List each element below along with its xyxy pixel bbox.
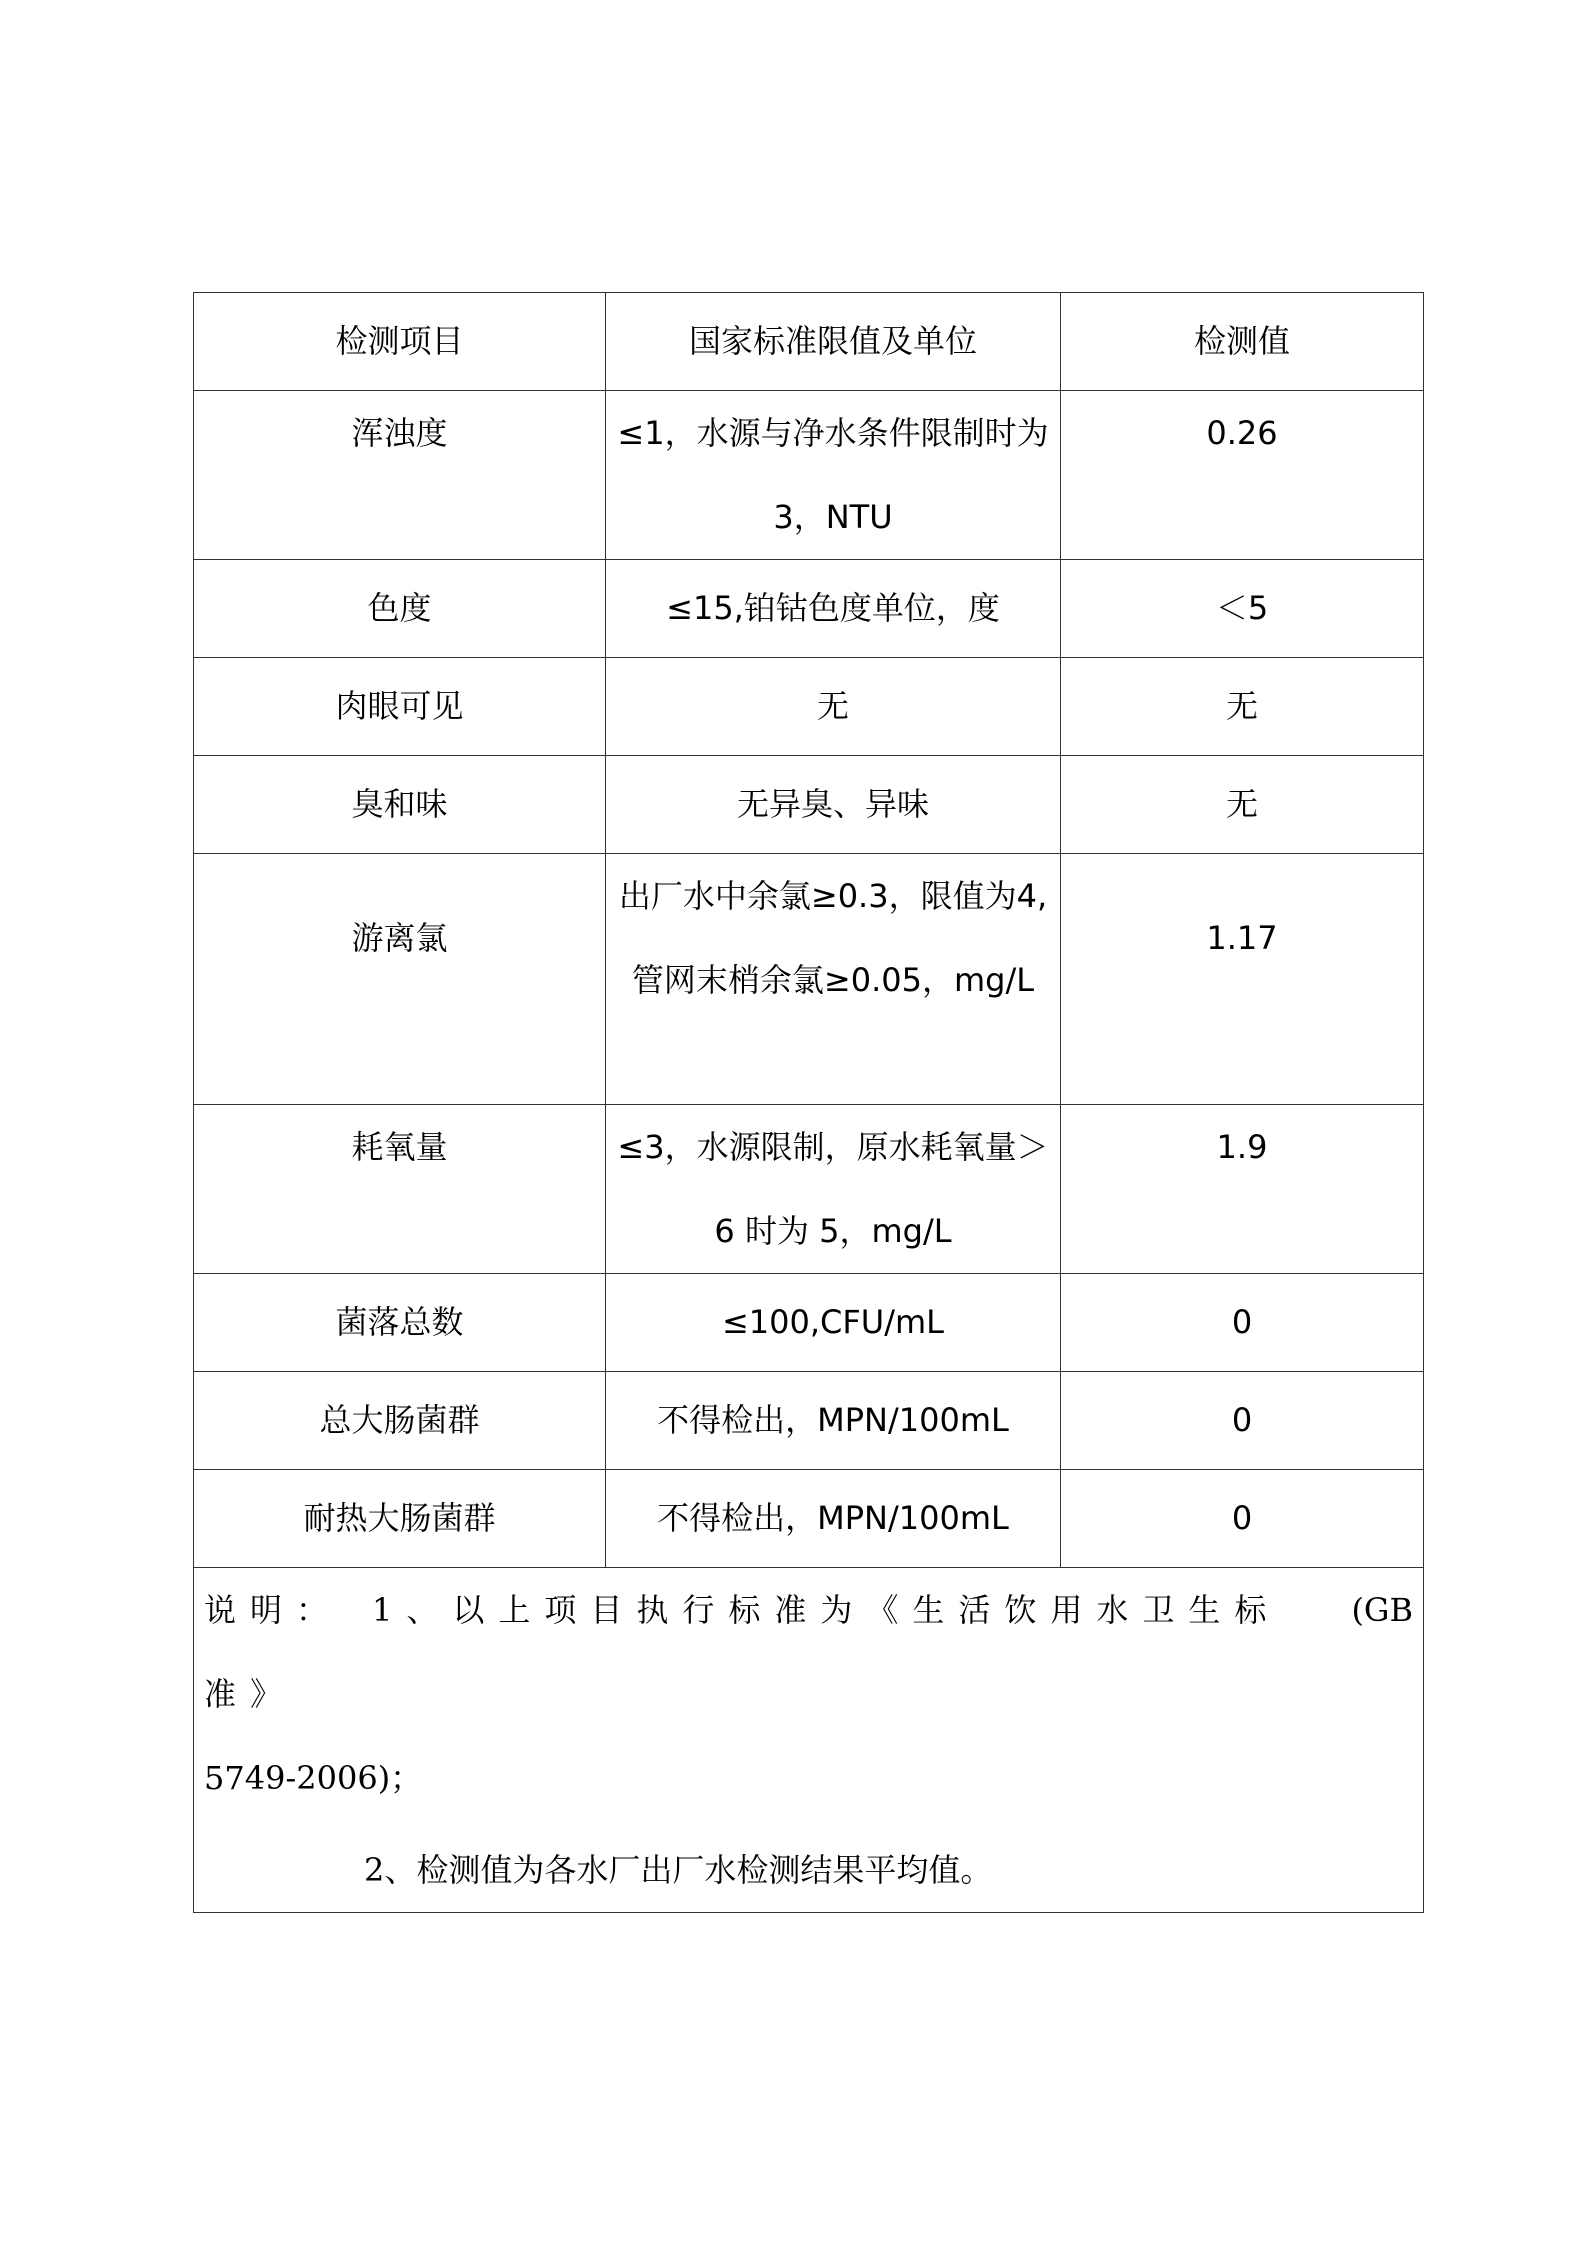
item-cell: 菌落总数 xyxy=(194,1274,606,1372)
value-cell: 1.9 xyxy=(1061,1105,1424,1274)
standard-cell: 无 xyxy=(606,658,1061,756)
standard-cell: ≤1，水源与净水条件限制时为 3，NTU xyxy=(606,391,1061,560)
table-row xyxy=(194,391,1424,560)
standard-cell: ≤100,CFU/mL xyxy=(606,1274,1061,1372)
item-cell: 肉眼可见 xyxy=(194,658,606,756)
table-row xyxy=(194,1274,1424,1372)
value-cell: 无 xyxy=(1061,658,1424,756)
note-line-1-tail: (GB xyxy=(1351,1591,1413,1629)
standard-cell: ≤3，水源限制，原水耗氧量＞6 时为 5，mg/L xyxy=(606,1105,1061,1274)
table-header-row xyxy=(194,293,1424,391)
note-line-1-lead: 说明： 1、以上项目执行标准为《生活饮用水卫生标准》 xyxy=(204,1591,1281,1713)
water-quality-table xyxy=(193,292,1424,1913)
header-cell-item: 检测项目 xyxy=(194,293,606,391)
header-cell-value: 检测值 xyxy=(1061,293,1424,391)
value-cell: 0 xyxy=(1061,1372,1424,1470)
table-row xyxy=(194,756,1424,854)
item-cell: 总大肠菌群 xyxy=(194,1372,606,1470)
value-cell: 无 xyxy=(1061,756,1424,854)
value-cell: 0 xyxy=(1061,1274,1424,1372)
table-row xyxy=(194,1372,1424,1470)
standard-cell: 不得检出，MPN/100mL xyxy=(606,1372,1061,1470)
table-row xyxy=(194,658,1424,756)
table-row xyxy=(194,1470,1424,1568)
standard-cell: 出厂水中余氯≥0.3，限值为4,管网末梢余氯≥0.05，mg/L xyxy=(606,854,1061,1105)
note-cell xyxy=(194,1568,1424,1913)
note-line-2: 5749-2006)； xyxy=(204,1759,423,1797)
item-cell: 色度 xyxy=(194,560,606,658)
note-line-3: 2、检测值为各水厂出厂水检测结果平均值。 xyxy=(364,1851,993,1889)
note-row xyxy=(194,1568,1424,1913)
item-cell: 耗氧量 xyxy=(194,1105,606,1274)
standard-cell: ≤15,铂钴色度单位，度 xyxy=(606,560,1061,658)
item-cell: 耐热大肠菌群 xyxy=(194,1470,606,1568)
value-cell: 1.17 xyxy=(1061,854,1424,1105)
table-row xyxy=(194,854,1424,1105)
header-cell-standard: 国家标准限值及单位 xyxy=(606,293,1061,391)
value-cell: ＜5 xyxy=(1061,560,1424,658)
value-cell: 0.26 xyxy=(1061,391,1424,560)
item-cell: 浑浊度 xyxy=(194,391,606,560)
item-cell: 游离氯 xyxy=(194,854,606,1105)
table-row xyxy=(194,560,1424,658)
standard-cell: 无异臭、异味 xyxy=(606,756,1061,854)
item-cell: 臭和味 xyxy=(194,756,606,854)
standard-cell: 不得检出，MPN/100mL xyxy=(606,1470,1061,1568)
note-line-1 xyxy=(204,1568,1413,1736)
value-cell: 0 xyxy=(1061,1470,1424,1568)
table-row xyxy=(194,1105,1424,1274)
